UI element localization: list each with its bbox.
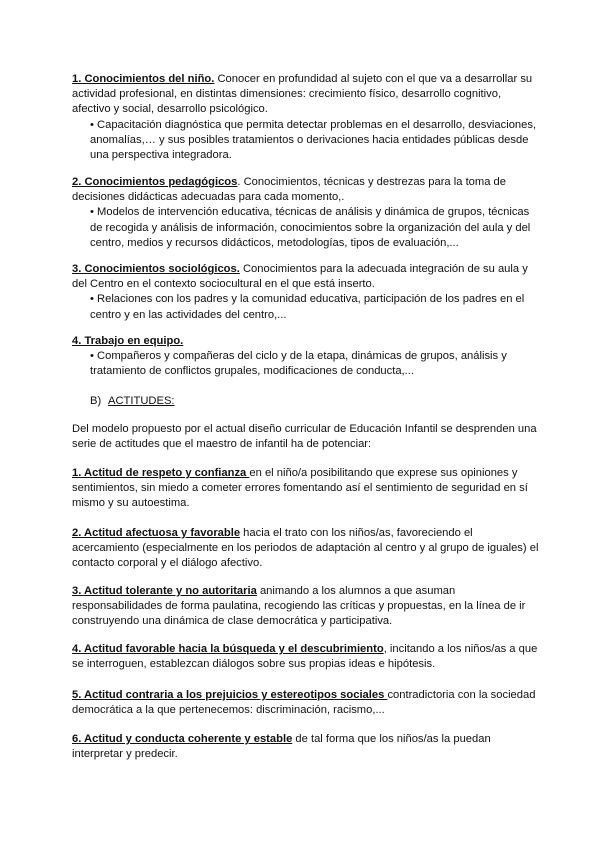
attitude-item [72,688,542,718]
attitude-item [72,526,542,572]
section-b-letter: B) [90,395,102,407]
intro-text: Del modelo propuesto por el actual diseño curricular de Educación Infantil se desprenden una serie de actitudes que el maestro de infantil ha de potenciar: [72,423,537,451]
section-knowledge-sociologic [72,262,542,323]
section-teamwork [72,334,542,380]
section-heading: 1. Conocimientos del niño. [72,73,215,85]
attitude-item [72,584,542,630]
attitude-paragraph [72,584,542,630]
attitude-text: de tal forma que los niños/as la puedan interpretar y predecir. [72,733,491,761]
section-text: Conocimientos para la adecuada integración de su aula y del Centro en el contexto sociocultural en el que está inserto. [72,263,528,291]
section-paragraph [72,175,542,205]
section-bullet: • Capacitación diagnóstica que permita detectar problemas en el desarrollo, desviaciones, anomalías,… y sus posibles tratamientos o derivaciones hacia entidades públicas desde una perspectiva integradora. [90,118,537,162]
attitude-heading: 6. Actitud y conducta coherente y estable [72,733,293,745]
attitude-item [72,466,542,512]
section-b-title: ACTITUDES: [108,395,175,407]
attitude-text: en el niño/a posibilitando que exprese sus opiniones y sentimientos, sin miedo a cometer errores fomentando así el sentimiento de seguridad en sí mismo y su autoestima. [72,467,528,510]
attitude-paragraph [72,642,542,672]
attitudes-intro [72,422,542,452]
section-heading: 4. Trabajo en equipo. [72,335,184,347]
attitude-text: , incitando a los niños/as a que se interroguen, establezcan diálogos sobre sus propias ideas e hipótesis. [72,643,538,671]
section-heading: 2. Conocimientos pedagógicos [72,176,238,188]
section-text: Conocer en profundidad al sujeto con el que va a desarrollar su actividad profesional, en distintas dimensiones: crecimiento físico, desarrollo cognitivo, afectivo y social, desarrollo psicológico. [72,73,533,116]
section-text: . Conocimientos, técnicas y destrezas para la toma de decisiones didácticas adecuadas para cada momento,. [72,176,506,204]
section-knowledge-pedagogic [72,175,542,251]
attitude-paragraph [72,732,542,762]
attitude-text: hacia el trato con los niños/as, favoreciendo el acercamiento (especialmente en los periodos de adaptación al centro y al grupo de iguales) el contacto corporal y el diálogo afectivo. [72,527,539,570]
attitude-paragraph [72,688,542,718]
attitude-heading: 1. Actitud de respeto y confianza [72,467,250,479]
section-bullet: • Relaciones con los padres y la comunidad educativa, participación de los padres en el centro y en las actividades del centro,... [90,293,525,321]
section-bullet: • Compañeros y compañeras del ciclo y de la etapa, dinámicas de grupos, análisis y tratamiento de conflictos grupales, modificaciones de conducta,... [90,350,507,378]
section-paragraph [72,334,542,349]
attitude-paragraph [72,526,542,572]
section-b-heading [90,394,175,409]
section-paragraph [72,72,542,118]
attitude-paragraph [72,466,542,512]
attitude-heading: 2. Actitud afectuosa y favorable [72,527,241,539]
attitude-text: contradictoria con la sociedad democrática a la que pertenecemos: discriminación, racismo,... [72,689,536,717]
section-paragraph [72,262,542,292]
section-heading: 3. Conocimientos sociológicos. [72,263,240,275]
section-knowledge-child [72,72,542,163]
attitude-text: animando a los alumnos a que asuman responsabilidades de forma paulatina, recogiendo las críticas y propuestas, en la línea de ir construyendo una dinámica de clase democrática y participativa. [72,585,526,628]
attitude-heading: 5. Actitud contraria a los prejuicios y estereotipos sociales [72,689,388,701]
attitude-heading: 3. Actitud tolerante y no autoritaria [72,585,257,597]
attitude-heading: 4. Actitud favorable hacia la búsqueda y el descubrimiento [72,643,384,655]
section-bullet: • Modelos de intervención educativa, técnicas de análisis y dinámica de grupos, técnicas de recogida y análisis de información, conocimientos sobre la organización del aula y del centro, medios y recursos didácticos, metodologías, tipos de evaluación,... [90,206,531,249]
attitude-item [72,732,542,762]
attitude-item [72,642,542,672]
